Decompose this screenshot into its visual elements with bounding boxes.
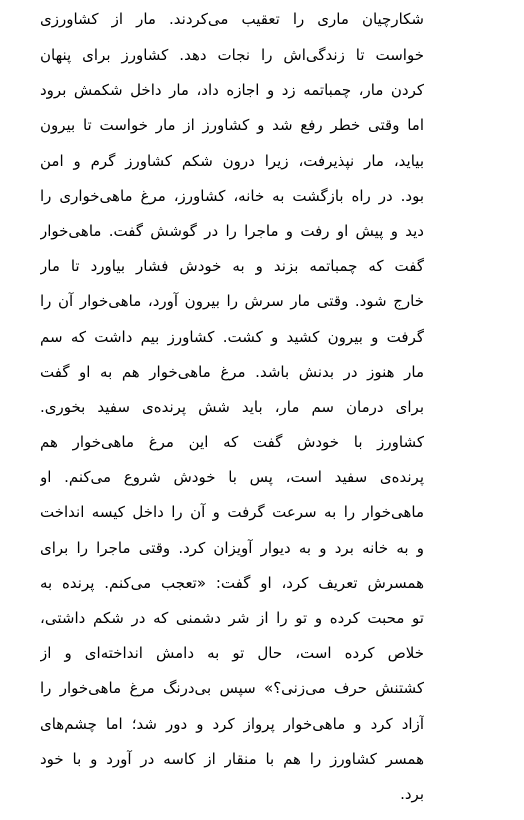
text-line: دید و پیش او رفت و ماجرا را در گوشش گفت. ماهی‌خوار (40, 221, 424, 240)
text-line: و به خانه برد و به دیوار آویزان کرد. وقتی ماجرا را برای (40, 538, 424, 557)
text-line: کشاورز با خودش گفت که این مرغ ماهی‌خوار هم (40, 433, 424, 452)
text-line: آزاد کرد و ماهی‌خوار پرواز کرد و دور شد؛ اما چشم‌های (40, 714, 424, 733)
text-line: اما وقتی خطر رفع شد و کشاورز از مار خواست تا بیرون (40, 116, 424, 135)
text-line: کشتنش حرف می‌زنی؟» سپس بی‌درنگ مرغ ماهی‌خوار را (40, 679, 424, 698)
text-line: خلاص کرده است، حال تو به دامش انداخته‌ای و از (40, 644, 424, 663)
text-line: برای درمان سم مار، باید شش پرنده‌ی سفید بخوری. (40, 397, 424, 416)
text-line: کردن مار، چمباتمه زد و اجازه داد، مار داخل شکمش برود (40, 81, 424, 100)
text-line: برد. (400, 784, 424, 803)
text-line: خواست تا زندگی‌اش را نجات دهد. کشاورز برای پنهان (40, 46, 424, 64)
text-line: بیاید، مار نپذیرفت، زیرا درون شکم کشاورز گرم و امن (40, 151, 424, 170)
text-line: تو محبت کرده و تو را از شر دشمنی که در شکم داشتی، (40, 609, 424, 627)
text-line: خارج شود. وقتی مار سرش را بیرون آورد، ماهی‌خوار آن را (40, 292, 424, 311)
text-line: ماهی‌خوار را به سرعت گرفت و آن را داخل کیسه انداخت (40, 503, 424, 522)
text-line: گفت که چمباتمه بزند و به خودش فشار بیاورد تا مار (40, 257, 424, 276)
text-line: پرنده‌ی سفید است، پس با خودش شروع می‌کنم. او (40, 468, 424, 487)
text-line: همسر کشاورز را هم با منقار از کاسه در آورد و با خود (40, 749, 424, 768)
text-line: بود. در راه بازگشت به خانه، کشاورز، مرغ ماهی‌خواری را (40, 186, 424, 205)
text-line: گرفت و بیرون کشید و کشت. کشاورز بیم داشت که سم (40, 327, 424, 346)
text-line: مار هنوز در بدنش باشد. مرغ ماهی‌خوار هم به او گفت (40, 362, 424, 381)
text-line: همسرش تعریف کرد، او گفت: «تعجب می‌کنم. پرنده به (40, 573, 424, 592)
story-paragraph (40, 0, 424, 812)
text-line: شکارچیان ماری را تعقیب می‌کردند. مار از کشاورزی (40, 10, 424, 28)
